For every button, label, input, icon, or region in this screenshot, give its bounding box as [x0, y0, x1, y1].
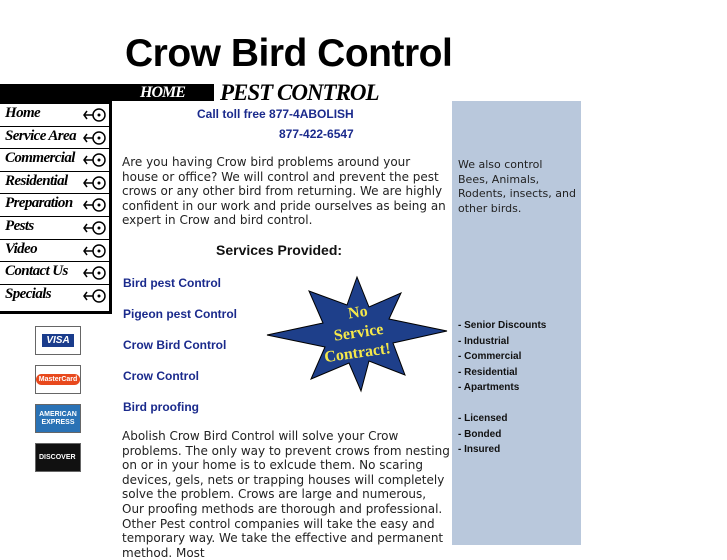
- nav-item-preparation[interactable]: [0, 194, 109, 217]
- outro-paragraph: Abolish Crow Bird Control will solve your Crow problems. The only way to prevent crows from nesting on or in your home is to exlcude them. No scaring devices, gels, nets or trapping houses will completely solve the problem. Crows are large and numerous, Our proofing methods are thorough and professional. Other Pest control companies will take the easy and temporary way. We take the effective and permanent method. Most: [122, 429, 450, 560]
- also-control-text: We also control Bees, Animals, Rodents, insects, and other birds.: [458, 158, 576, 215]
- nav-item-label[interactable]: Home: [5, 105, 41, 121]
- nav-item-contact-us[interactable]: [0, 262, 109, 285]
- sidebar-nav: [0, 101, 112, 314]
- target-arrow-icon: [83, 175, 107, 191]
- nav-item-label[interactable]: Service Area: [5, 127, 76, 144]
- target-arrow-icon: [83, 130, 107, 146]
- list-item: - Licensed: [458, 413, 508, 424]
- nav-item-service-area[interactable]: [0, 127, 109, 150]
- list-item: - Bonded: [458, 428, 502, 440]
- service-link-pigeon[interactable]: Pigeon pest Control: [123, 307, 237, 321]
- amex-logo: AMERICAN EXPRESS: [35, 404, 81, 433]
- nav-item-commercial[interactable]: [0, 149, 109, 172]
- credentials-list: [458, 411, 507, 458]
- target-arrow-icon: [83, 107, 107, 123]
- nav-item-video[interactable]: [0, 240, 109, 263]
- features-list: [458, 318, 546, 396]
- list-item: - Commercial: [458, 351, 522, 362]
- target-arrow-icon: [83, 243, 107, 259]
- star-line-2: Service: [332, 320, 385, 345]
- nav-item-label[interactable]: Contact Us: [5, 263, 68, 280]
- nav-item-home[interactable]: [0, 104, 109, 127]
- target-arrow-icon: [83, 152, 107, 168]
- intro-paragraph: Are you having Crow bird problems around your house or office? We will control and prevent the pest crows or any other bird from returning. We are highly confident in our work and pride ourselves as being an expert in Crow and bird control.: [122, 155, 446, 228]
- nav-item-label[interactable]: Specials: [5, 285, 52, 302]
- target-arrow-icon: [83, 197, 107, 213]
- discover-logo: DISCOVER: [35, 443, 81, 472]
- target-arrow-icon: [83, 265, 107, 281]
- list-item: - Residential: [458, 366, 518, 378]
- target-arrow-icon: [83, 220, 107, 236]
- services-heading: Services Provided:: [216, 242, 343, 258]
- list-item: - Apartments: [458, 382, 520, 393]
- star-line-3: Contract!: [323, 340, 392, 367]
- service-link-bird-proofing[interactable]: Bird proofing: [123, 400, 199, 414]
- list-item: - Senior Discounts: [458, 320, 547, 331]
- right-sidebar: [452, 101, 581, 545]
- pest-control-logo: PEST CONTROL: [220, 80, 379, 105]
- service-link-crow-bird[interactable]: Crow Bird Control: [123, 338, 227, 352]
- nav-item-residential[interactable]: [0, 172, 109, 195]
- nav-item-specials[interactable]: [0, 285, 109, 308]
- payment-cards: [35, 326, 81, 482]
- page-title: Crow Bird Control: [125, 32, 453, 75]
- call-toll-free: Call toll free 877-4ABOLISH: [197, 107, 354, 121]
- home-bar-label[interactable]: HOME: [140, 84, 185, 101]
- visa-card-logo: VISA: [35, 326, 81, 355]
- target-arrow-icon: [83, 288, 107, 304]
- list-item: - Insured: [458, 444, 501, 455]
- no-contract-starburst: [265, 275, 449, 393]
- service-link-crow-control[interactable]: Crow Control: [123, 369, 199, 383]
- nav-item-label[interactable]: Preparation: [5, 195, 73, 212]
- service-link-bird-pest[interactable]: Bird pest Control: [123, 276, 221, 290]
- mastercard-logo: MasterCard: [35, 365, 81, 394]
- nav-item-label[interactable]: Video: [5, 240, 38, 257]
- nav-item-label[interactable]: Pests: [5, 217, 34, 234]
- nav-item-label[interactable]: Commercial: [5, 150, 75, 167]
- nav-item-pests[interactable]: [0, 217, 109, 240]
- home-bar[interactable]: [0, 84, 214, 101]
- nav-item-label[interactable]: Residential: [5, 172, 68, 189]
- phone-number: 877-422-6547: [279, 127, 354, 141]
- list-item: - Industrial: [458, 335, 510, 347]
- star-line-1: No: [346, 302, 369, 323]
